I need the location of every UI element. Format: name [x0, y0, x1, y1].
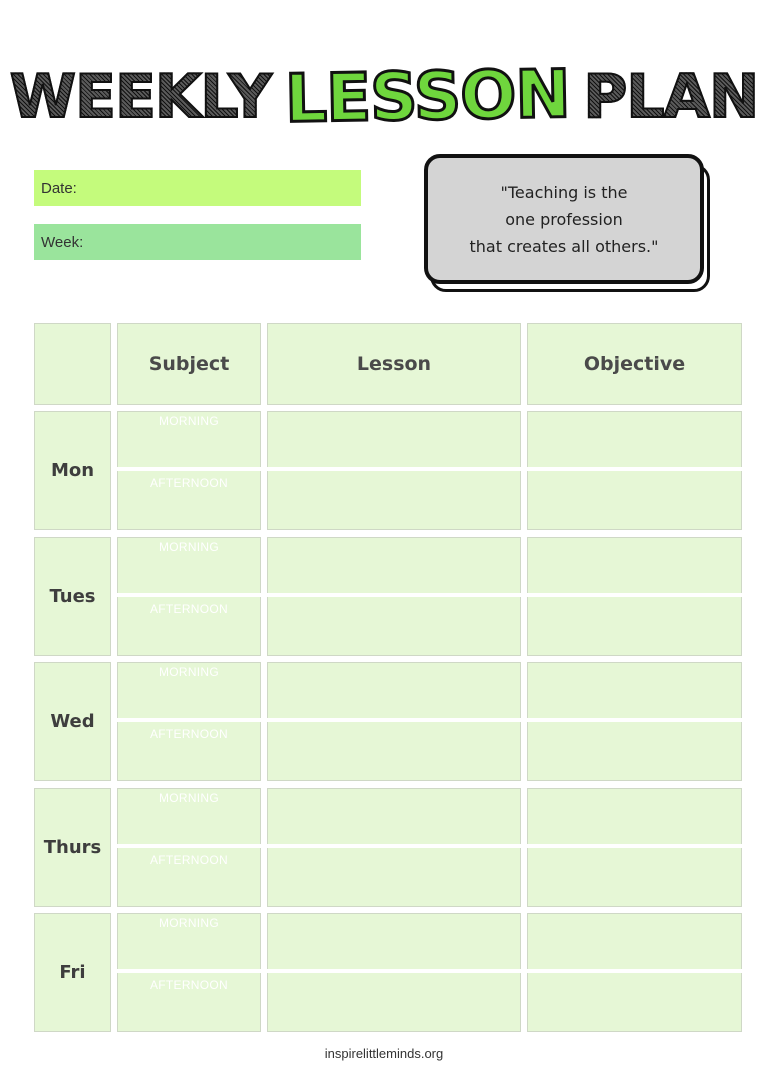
day-cell-tues [34, 537, 111, 656]
header-subject [117, 323, 261, 405]
date-label: Date: [41, 179, 77, 197]
row-divider [117, 593, 742, 597]
morning-label: MORNING [158, 791, 220, 805]
header-objective-label: Objective [583, 353, 686, 375]
row-divider [117, 969, 742, 973]
day-cell-thurs [34, 788, 111, 907]
row-divider [117, 718, 742, 722]
quote-text: "Teaching is the one profession that creates all others." [469, 182, 659, 256]
afternoon-label: AFTERNOON [149, 853, 229, 867]
title-lesson: LESSON [284, 55, 571, 138]
day-cell-mon [34, 411, 111, 530]
morning-label: MORNING [158, 665, 220, 679]
morning-label: MORNING [158, 540, 220, 554]
afternoon-label: AFTERNOON [149, 476, 229, 490]
day-label: Thurs [43, 837, 102, 858]
morning-label: MORNING [158, 916, 220, 930]
header-objective [527, 323, 742, 405]
header-lesson-label: Lesson [356, 353, 432, 375]
morning-label: MORNING [158, 414, 220, 428]
row-divider [117, 467, 742, 471]
row-divider [117, 844, 742, 848]
title-weekly: WEEKLY [6, 67, 275, 127]
day-label: Mon [50, 460, 95, 481]
header-corner [34, 323, 111, 405]
quote-box [424, 154, 712, 296]
date-field[interactable] [34, 170, 361, 206]
day-label: Wed [50, 711, 95, 732]
afternoon-label: AFTERNOON [149, 602, 229, 616]
day-label: Tues [49, 586, 96, 607]
afternoon-label: AFTERNOON [149, 727, 229, 741]
title-plan: PLAN [579, 67, 762, 127]
afternoon-label: AFTERNOON [149, 978, 229, 992]
day-label: Fri [59, 962, 86, 983]
week-field[interactable] [34, 224, 361, 260]
header-lesson [267, 323, 521, 405]
week-label: Week: [41, 233, 84, 251]
footer-url: inspirelittleminds.org [324, 1046, 444, 1061]
quote-box-front [424, 154, 704, 284]
page-title [0, 52, 768, 142]
day-cell-fri [34, 913, 111, 1032]
day-cell-wed [34, 662, 111, 781]
header-subject-label: Subject [148, 353, 230, 375]
